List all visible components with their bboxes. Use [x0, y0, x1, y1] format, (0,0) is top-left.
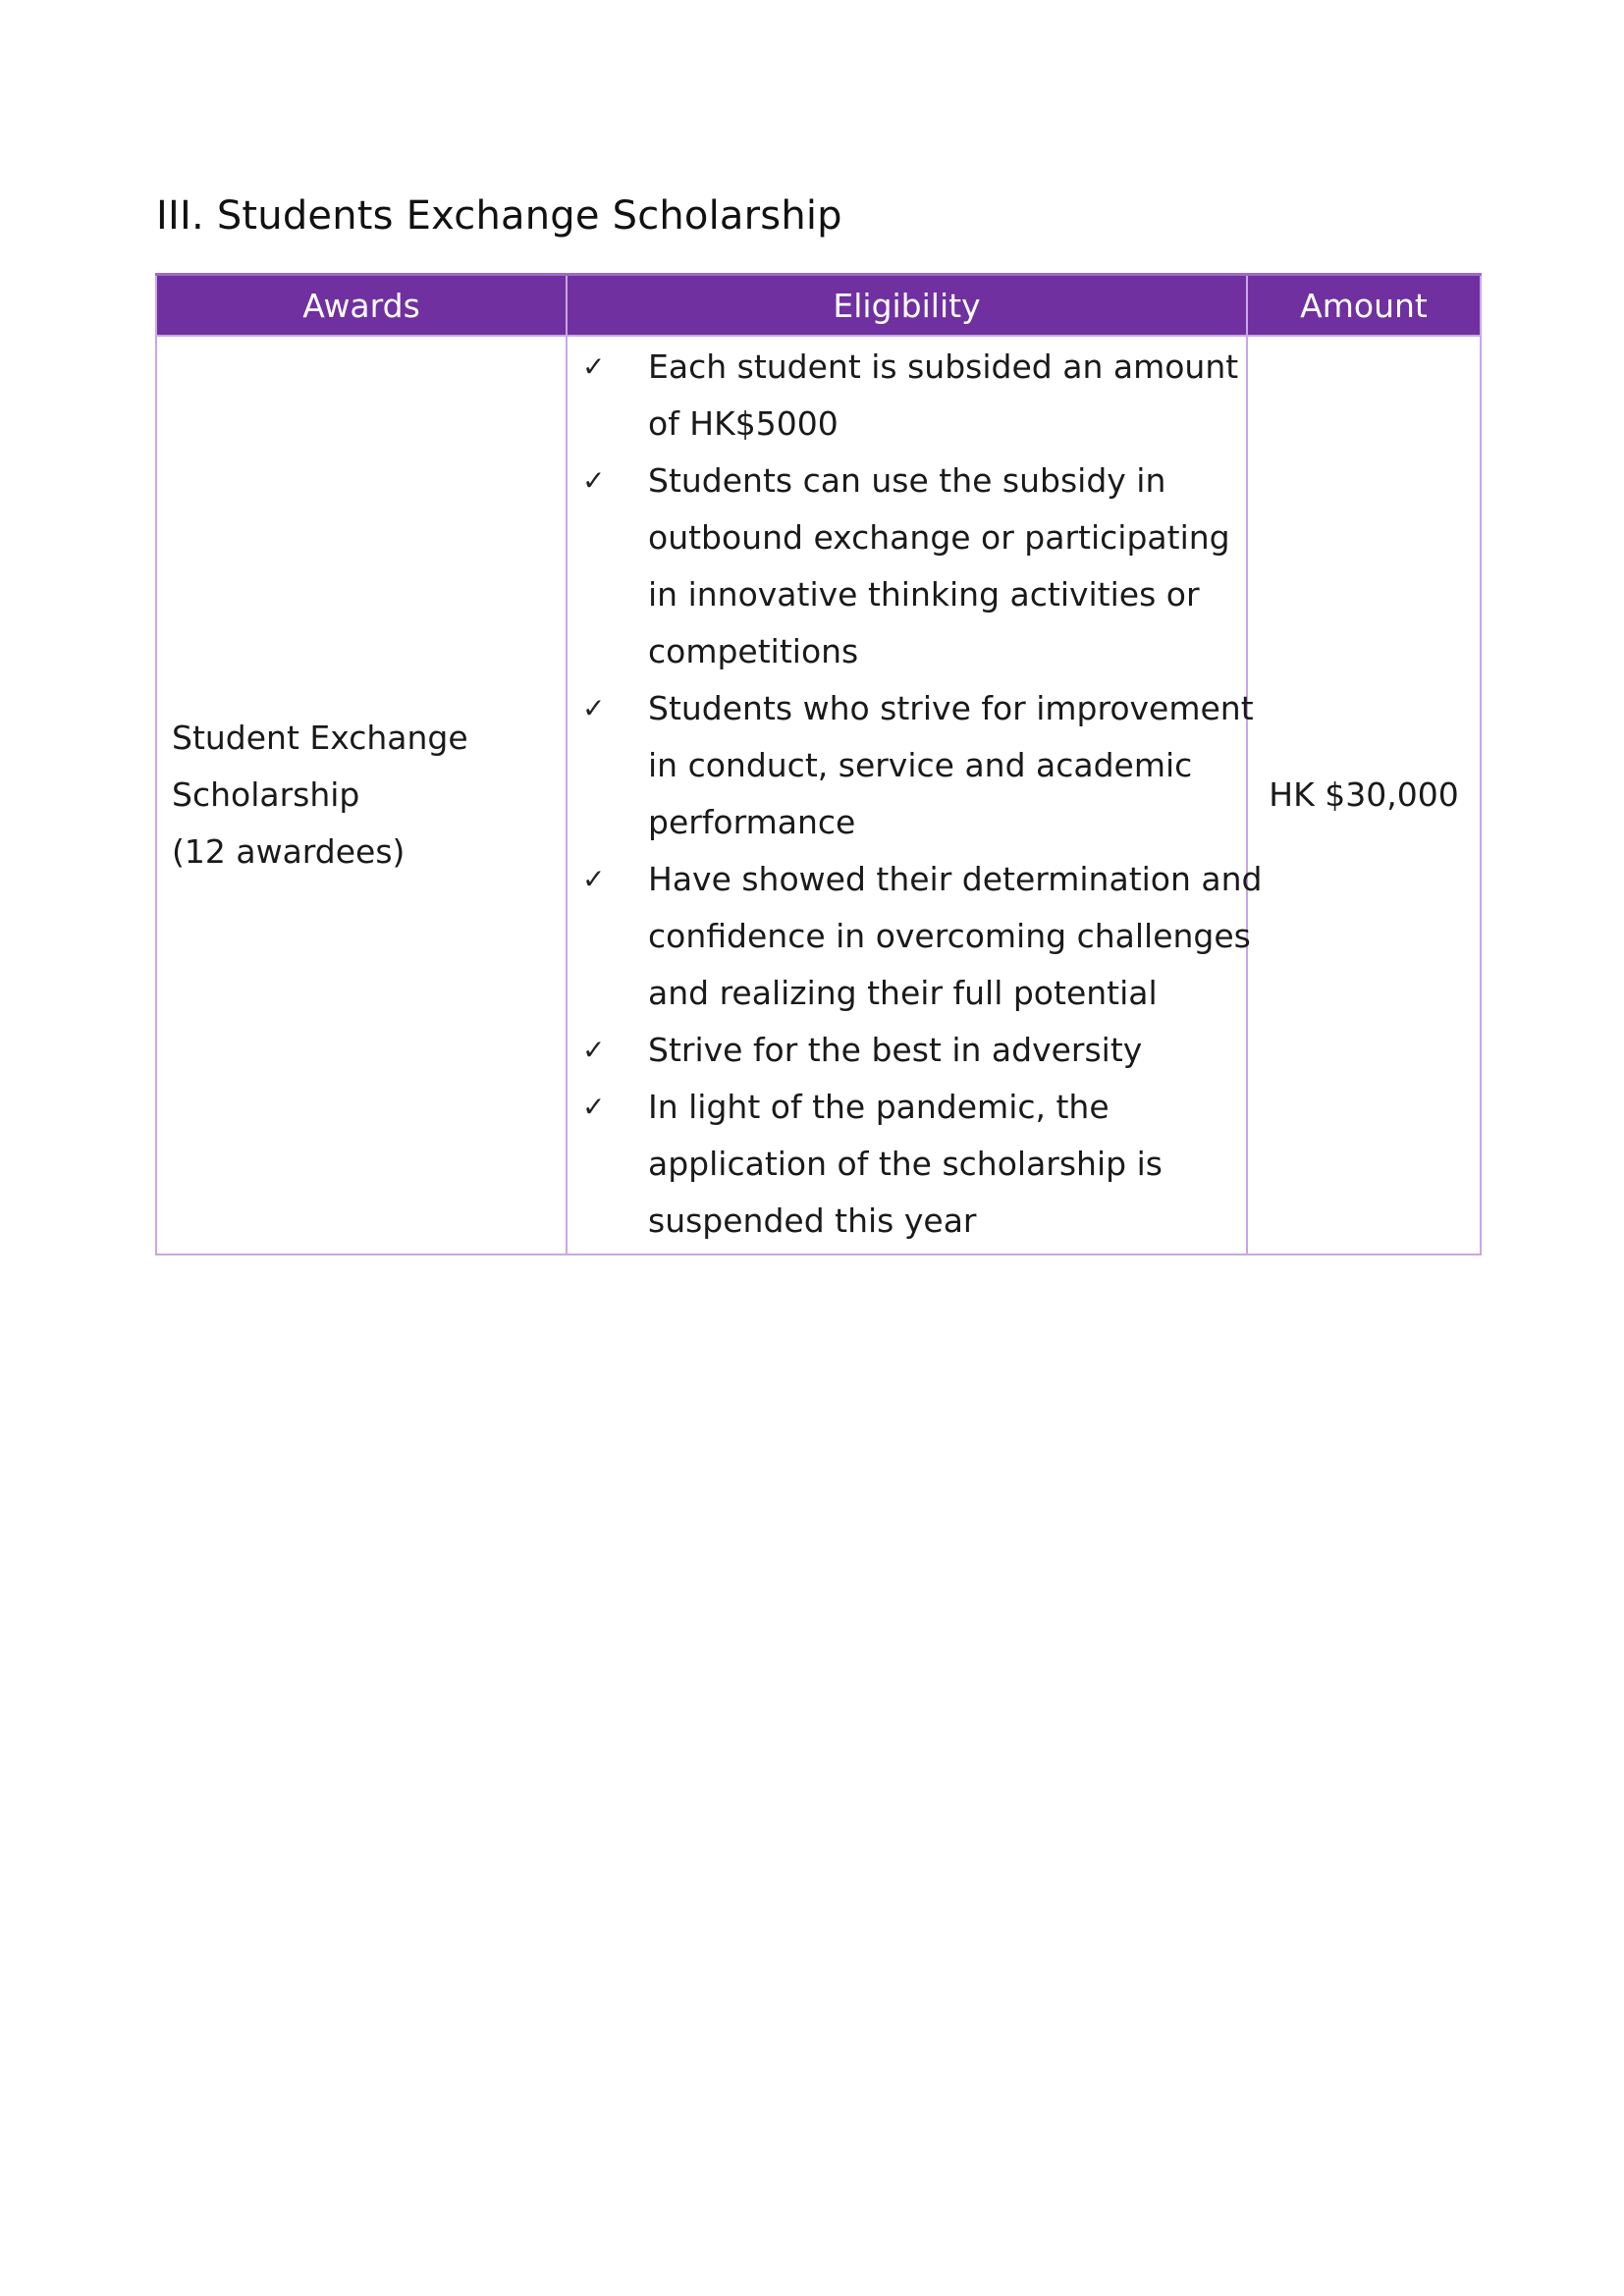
eligibility-text: suspended this year	[648, 1201, 977, 1240]
checkmark-icon: ✓	[582, 1034, 606, 1066]
list-item	[568, 453, 1246, 680]
eligibility-text: confidence in overcoming challenges	[648, 917, 1251, 955]
checkmark-icon: ✓	[582, 692, 606, 724]
checkmark-icon: ✓	[582, 863, 606, 895]
eligibility-text: Students who strive for improvement	[648, 689, 1254, 727]
eligibility-text: of HK$5000	[648, 404, 839, 443]
award-name-line: Scholarship	[172, 775, 360, 814]
list-item	[568, 339, 1246, 453]
table-header-row	[156, 275, 1481, 337]
eligibility-text: competitions	[648, 632, 859, 670]
eligibility-text: in conduct, service and academic	[648, 746, 1193, 784]
header-awards: Awards	[156, 275, 567, 337]
eligibility-text: Students can use the subsidy in	[648, 461, 1166, 500]
eligibility-text: In light of the pandemic, the	[648, 1088, 1110, 1126]
list-item	[568, 680, 1254, 851]
eligibility-text: application of the scholarship is	[648, 1145, 1163, 1183]
eligibility-text: Strive for the best in adversity	[648, 1031, 1143, 1069]
list-item	[568, 1079, 1246, 1250]
header-eligibility: Eligibility	[567, 275, 1247, 337]
scholarship-table	[155, 273, 1482, 1255]
page-title: III. Students Exchange Scholarship	[156, 193, 842, 239]
eligibility-text: and realizing their full potential	[648, 974, 1158, 1012]
eligibility-text: in innovative thinking activities or	[648, 575, 1200, 614]
eligibility-cell	[567, 336, 1263, 1255]
list-item	[568, 1022, 1246, 1079]
checkmark-icon: ✓	[582, 350, 606, 383]
award-name-line: Student Exchange	[172, 719, 468, 757]
award-name-line: (12 awardees)	[172, 832, 406, 871]
eligibility-text: Each student is subsided an amount	[648, 347, 1239, 386]
checkmark-icon: ✓	[582, 464, 606, 497]
eligibility-text: Have showed their determination and	[648, 860, 1263, 898]
header-amount: Amount	[1247, 275, 1481, 337]
table-row	[156, 336, 1481, 1255]
amount-cell: HK $30,000	[1247, 336, 1481, 1255]
list-item	[568, 851, 1263, 1022]
award-name-cell	[156, 336, 567, 1255]
eligibility-list	[568, 339, 1263, 1250]
eligibility-text: performance	[648, 803, 856, 841]
eligibility-text: outbound exchange or participating	[648, 518, 1230, 557]
checkmark-icon: ✓	[582, 1091, 606, 1123]
